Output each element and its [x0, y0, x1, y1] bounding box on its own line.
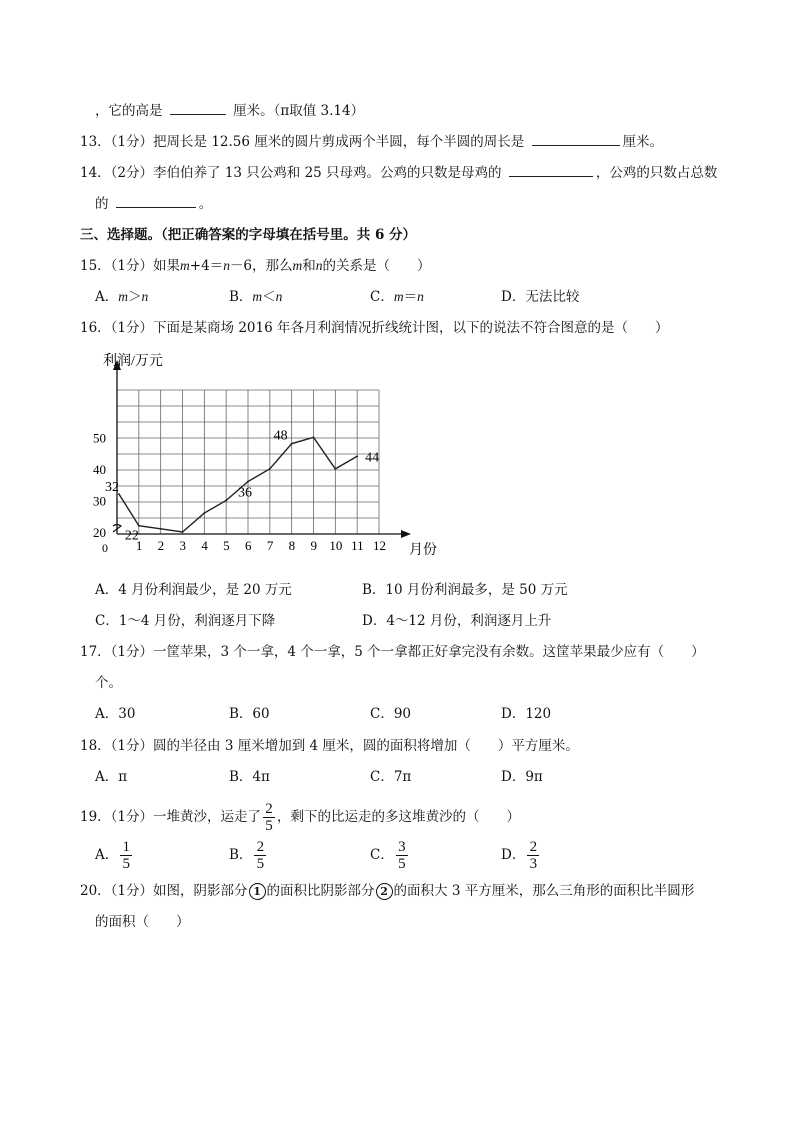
data-label: 22 [124, 528, 139, 544]
q15-text-b: +4＝ [189, 258, 224, 274]
q15-var-m: m [180, 258, 190, 273]
x-tick-label: 9 [310, 538, 317, 553]
x-tick-label: 10 [329, 538, 343, 553]
q15-option-d[interactable]: D．无法比较 [501, 289, 580, 305]
q15-text-a: 如果 [153, 258, 181, 274]
y-tick-label: 40 [93, 461, 106, 477]
x-tick-label: 6 [245, 538, 252, 553]
q14-answer-blank-2[interactable] [116, 195, 196, 208]
q20-line2: 的面积（ ） [95, 914, 190, 930]
q19-option-d[interactable]: D． $\frac{2}{3}$ [501, 838, 541, 872]
q12-tail-line [95, 102, 364, 120]
section3-heading: 三、选择题。（把正确答案的字母填在括号里。共 6 分） [80, 227, 417, 243]
data-point [203, 512, 205, 514]
y-tick-label: 20 [93, 525, 106, 540]
x-tick-label: 5 [223, 538, 230, 553]
y-tick-label: 50 [93, 430, 106, 446]
q16-option-d[interactable]: D．4～12 月份，利润逐月上升 [362, 613, 552, 629]
q15-text-c: －6，那么 [229, 258, 293, 274]
q12-answer-blank[interactable] [170, 102, 226, 115]
x-tick-label: 1 [135, 538, 143, 553]
q13-answer-blank[interactable] [532, 133, 620, 146]
q19-line [80, 800, 520, 834]
q20-circled-1: 1 [249, 883, 266, 900]
q20-text-b: 的面积比阴影部分 [266, 883, 375, 899]
q14-number: 14．（2分） [80, 165, 154, 181]
q19-number: 19．（1分） [80, 809, 154, 825]
q15-option-b[interactable]: B．m＜n [229, 289, 283, 305]
q19-fraction: $\frac{2}{5}$ [263, 802, 275, 833]
q15-number: 15．（1分） [80, 258, 154, 274]
q18-option-b[interactable]: B．4π [229, 769, 270, 785]
q16-text: 下面是某商场 2016 年各月利润情况折线统计图，以下的说法不符合图意的是（ ） [153, 320, 669, 336]
q14-line [80, 164, 717, 182]
q18-option-c[interactable]: C．7π [370, 769, 412, 785]
q17-line [80, 643, 705, 661]
q18-number: 18．（1分） [80, 738, 154, 754]
q13-text: 把周长是 12.56 厘米的圆片剪成两个半圆，每个半圆的周长是 [153, 134, 525, 150]
chart-grid [117, 390, 379, 534]
data-point [313, 436, 315, 438]
q14-line2 [95, 195, 212, 213]
origin-label: 0 [102, 541, 108, 555]
q17-line2: 个。 [95, 675, 122, 691]
q16-option-c[interactable]: C．1～4 月份，利润逐月下降 [95, 613, 276, 629]
x-tick-label: 8 [288, 538, 296, 553]
q20-number: 20．（1分） [80, 883, 154, 899]
q18-line [80, 737, 579, 755]
y-axis-label: 利润/万元 [103, 354, 163, 369]
x-tick-label: 11 [351, 538, 364, 553]
q19-text-a: 一堆黄沙，运走了 [153, 809, 262, 825]
data-label: 36 [238, 485, 252, 501]
q15-var-n: n [223, 258, 230, 273]
q20-circled-2: 2 [376, 883, 393, 900]
q14-line2-suffix: 。 [198, 196, 213, 212]
q19-option-b[interactable]: B． $\frac{2}{5}$ [229, 838, 268, 872]
x-tick-label: 3 [179, 538, 186, 553]
q20-line [80, 882, 694, 900]
data-point [269, 468, 271, 470]
data-label: 32 [105, 480, 119, 496]
q19-option-c[interactable]: C． $\frac{3}{5}$ [370, 838, 410, 872]
q16-option-b[interactable]: B．10 月份利润最多，是 50 万元 [362, 582, 568, 598]
x-axis-arrow [401, 530, 411, 538]
q18-option-d[interactable]: D．9π [501, 769, 543, 785]
x-tick-label: 4 [201, 538, 208, 553]
x-tick-label: 12 [373, 538, 386, 553]
y-tick-label: 30 [93, 493, 106, 509]
data-point [356, 455, 358, 457]
q17-text: 一筐苹果，3 个一拿，4 个一拿，5 个一拿都正好拿完没有余数。这筐苹果最少应有（ ） [153, 644, 705, 660]
q17-option-b[interactable]: B．60 [229, 706, 270, 722]
q17-option-c[interactable]: C．90 [370, 706, 412, 722]
q15-var-n2: n [315, 258, 323, 273]
data-point [182, 531, 184, 533]
data-point [225, 500, 227, 502]
q16-line [80, 319, 668, 337]
data-point [291, 443, 293, 445]
q15-text-e: 的关系是（ ） [322, 258, 431, 274]
data-point [138, 525, 140, 527]
x-tick-label: 2 [157, 538, 165, 553]
q15-option-a[interactable]: A．m＞n [95, 289, 149, 305]
q18-text: 圆的半径由 3 厘米增加到 4 厘米，圆的面积将增加（ ）平方厘米。 [153, 738, 579, 754]
q18-option-a[interactable]: A．π [95, 769, 128, 785]
q14-line2-prefix: 的 [95, 196, 109, 212]
profit-line-chart [88, 346, 438, 568]
q15-text-d: 和 [302, 258, 316, 274]
q17-number: 17．（1分） [80, 644, 154, 660]
q13-suffix: 厘米。 [622, 134, 664, 150]
q15-line [80, 257, 431, 275]
data-point [247, 481, 249, 483]
q13-line [80, 133, 663, 151]
q19-option-a[interactable]: A． $\frac{1}{5}$ [95, 838, 134, 872]
q16-number: 16．（1分） [80, 320, 154, 336]
q14-mid: ，公鸡的只数占总数 [595, 165, 718, 181]
q16-option-a[interactable]: A．4 月份利润最少，是 20 万元 [95, 582, 292, 598]
q17-option-d[interactable]: D．120 [501, 706, 552, 722]
q12-text: ，它的高是 [95, 103, 163, 119]
q12-suffix: 厘米。（π取值 3.14） [233, 103, 365, 119]
q15-option-c[interactable]: C．m＝n [370, 289, 424, 305]
data-point [160, 528, 162, 530]
q17-option-a[interactable]: A．30 [95, 706, 136, 722]
data-label: 44 [365, 450, 380, 466]
chart-axes [113, 360, 411, 538]
q13-number: 13．（1分） [80, 134, 154, 150]
q20-text-a: 如图，阴影部分 [153, 883, 248, 899]
q20-text-c: 的面积大 3 平方厘米，那么三角形的面积比半圆形 [393, 883, 695, 899]
q19-text-b: ，剩下的比运走的多这堆黄沙的（ ） [277, 809, 521, 825]
data-label: 48 [273, 428, 288, 444]
data-point [334, 468, 336, 470]
q14-answer-blank-1[interactable] [509, 164, 593, 177]
x-axis-label: 月份 [409, 543, 437, 558]
x-tick-label: 7 [266, 538, 274, 553]
q15-var-m2: m [292, 258, 303, 273]
q14-text: 李伯伯养了 13 只公鸡和 25 只母鸡。公鸡的只数是母鸡的 [153, 165, 502, 181]
